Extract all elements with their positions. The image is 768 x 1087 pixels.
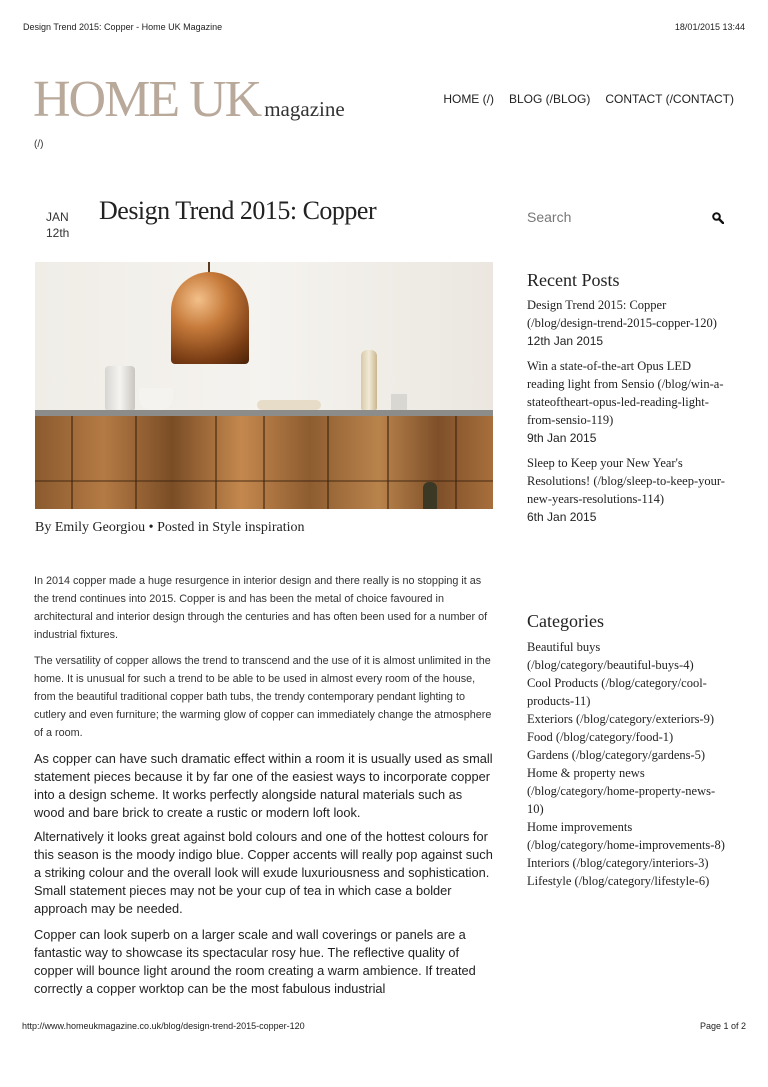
hero-cabinet-seam <box>215 416 217 509</box>
hero-cabinet-seam <box>71 416 73 509</box>
search-input[interactable] <box>527 209 697 225</box>
logo-sub-text: magazine <box>264 97 345 121</box>
hero-glass <box>391 394 407 410</box>
hero-copper-lamp <box>171 272 249 364</box>
recent-posts-list <box>527 296 727 533</box>
hero-cabinet-seam <box>263 416 265 509</box>
categories-list <box>527 638 727 890</box>
post-date-day: 12th <box>46 226 70 240</box>
print-header-datetime: 18/01/2015 13:44 <box>674 22 745 32</box>
hero-cabinet-seam <box>387 416 389 509</box>
search-box <box>527 209 727 231</box>
categories-heading: Categories <box>527 611 604 631</box>
recent-post-date: 12th Jan 2015 <box>527 334 604 348</box>
category-link-beautiful-buys[interactable]: Beautiful buys (/blog/category/beautiful-buys-4) <box>527 640 694 672</box>
nav-item-blog[interactable]: BLOG (/BLOG) <box>508 92 591 106</box>
hero-wall <box>35 262 493 412</box>
hero-bowl <box>139 388 173 410</box>
article-paragraph-2: The versatility of copper allows the trend to transcend and the use of it is almost unlimited in the home. It is unusual for such a trend to be able to be used in almost every room of the house, from the beautiful traditional copper bath tubs, the trendy contemporary pendant lighting to cutlery and even furniture; the warming glow of copper can immediately change the atmosphere of a room. <box>34 655 492 739</box>
article-paragraph-5: Copper can look superb on a larger scale and wall coverings or panels are a fantastic way to showcase its spectacular rosy hue. The reflective quality of copper will bounce light around the room creating a warm ambience. If treated correctly a copper worktop can be the most fabulous industrial <box>34 927 476 996</box>
hero-bottle <box>361 350 377 410</box>
hero-wine-bottle <box>423 482 437 509</box>
recent-post-link[interactable]: Win a state-of-the-art Opus LED reading light from Sensio (/blog/win-a-stateoftheart-opus-led-reading-light-from-sensio-119) <box>527 359 724 427</box>
hero-jug <box>105 366 135 410</box>
print-header-title: Design Trend 2015: Copper - Home UK Magazine <box>23 22 223 32</box>
category-link-food[interactable]: Food (/blog/category/food-1) <box>527 730 674 744</box>
nav-item-home[interactable]: HOME (/) <box>443 92 494 106</box>
post-byline: By Emily Georgiou • Posted in Style inspiration <box>35 520 305 535</box>
category-link-exteriors[interactable]: Exteriors (/blog/category/exteriors-9) <box>527 712 715 726</box>
logo-link[interactable]: (/) <box>34 139 44 150</box>
recent-post-item <box>527 296 727 350</box>
hero-cabinet-seam <box>135 416 137 509</box>
post-date <box>46 209 69 241</box>
recent-post-date: 9th Jan 2015 <box>527 431 597 445</box>
hero-image <box>35 262 493 509</box>
print-footer-page: Page 1 of 2 <box>699 1021 746 1031</box>
nav-item-contact[interactable]: CONTACT (/CONTACT) <box>605 92 734 106</box>
recent-post-item <box>527 357 727 447</box>
article-paragraph-3: As copper can have such dramatic effect within a room it is usually used as small statement pieces because it by far one of the easiest ways to incorporate copper into a design scheme. It works perfectly alongside natural materials such as wood and bare brick to create a rustic or modern loft look. <box>34 751 493 820</box>
category-link-home-improvements[interactable]: Home improvements (/blog/category/home-improvements-8) <box>527 820 725 852</box>
recent-posts-heading: Recent Posts <box>527 270 620 290</box>
print-footer-url: http://www.homeukmagazine.co.uk/blog/design-trend-2015-copper-120 <box>22 1021 305 1031</box>
category-link-cool-products[interactable]: Cool Products (/blog/category/cool-products-11) <box>527 676 707 708</box>
post-date-month: JAN <box>46 210 69 224</box>
hero-cabinet-seam <box>327 416 329 509</box>
category-link-home-property-news[interactable]: Home & property news (/blog/category/home-property-news-10) <box>527 766 716 816</box>
main-nav <box>443 92 734 106</box>
recent-post-link[interactable]: Design Trend 2015: Copper (/blog/design-trend-2015-copper-120) <box>527 298 717 330</box>
category-link-gardens[interactable]: Gardens (/blog/category/gardens-5) <box>527 748 706 762</box>
search-icon[interactable] <box>712 212 724 224</box>
hero-cabinet-rail <box>35 480 493 482</box>
category-link-interiors[interactable]: Interiors (/blog/category/interiors-3) <box>527 856 709 870</box>
hero-cabinet-seam <box>455 416 457 509</box>
site-logo[interactable] <box>33 71 345 128</box>
logo-main-text: HOME UK <box>33 71 261 128</box>
category-link-lifestyle[interactable]: Lifestyle (/blog/category/lifestyle-6) <box>527 874 710 888</box>
post-title: Design Trend 2015: Copper <box>99 196 377 225</box>
article-paragraph-1: In 2014 copper made a huge resurgence in interior design and there really is no stopping it as the trend continues into 2015. Copper is and has been the metal of choice favoured in architectural and interior design through the centuries and has often been used for a number of industrial fixtures. <box>34 575 488 641</box>
recent-post-item <box>527 454 727 526</box>
recent-post-link[interactable]: Sleep to Keep your New Year's Resolutions! (/blog/sleep-to-keep-your-new-years-resolutions-114) <box>527 456 725 506</box>
recent-post-date: 6th Jan 2015 <box>527 510 597 524</box>
hero-plate <box>257 400 321 410</box>
article-paragraph-4: Alternatively it looks great against bold colours and one of the hottest colours for this season is the moody indigo blue. Copper accents will really pop against such a striking colour and the overall look will exude luxuriousness and sophistication. Small statement pieces may not be your cup of tea in which case a bolder approach may be needed. <box>34 829 493 916</box>
